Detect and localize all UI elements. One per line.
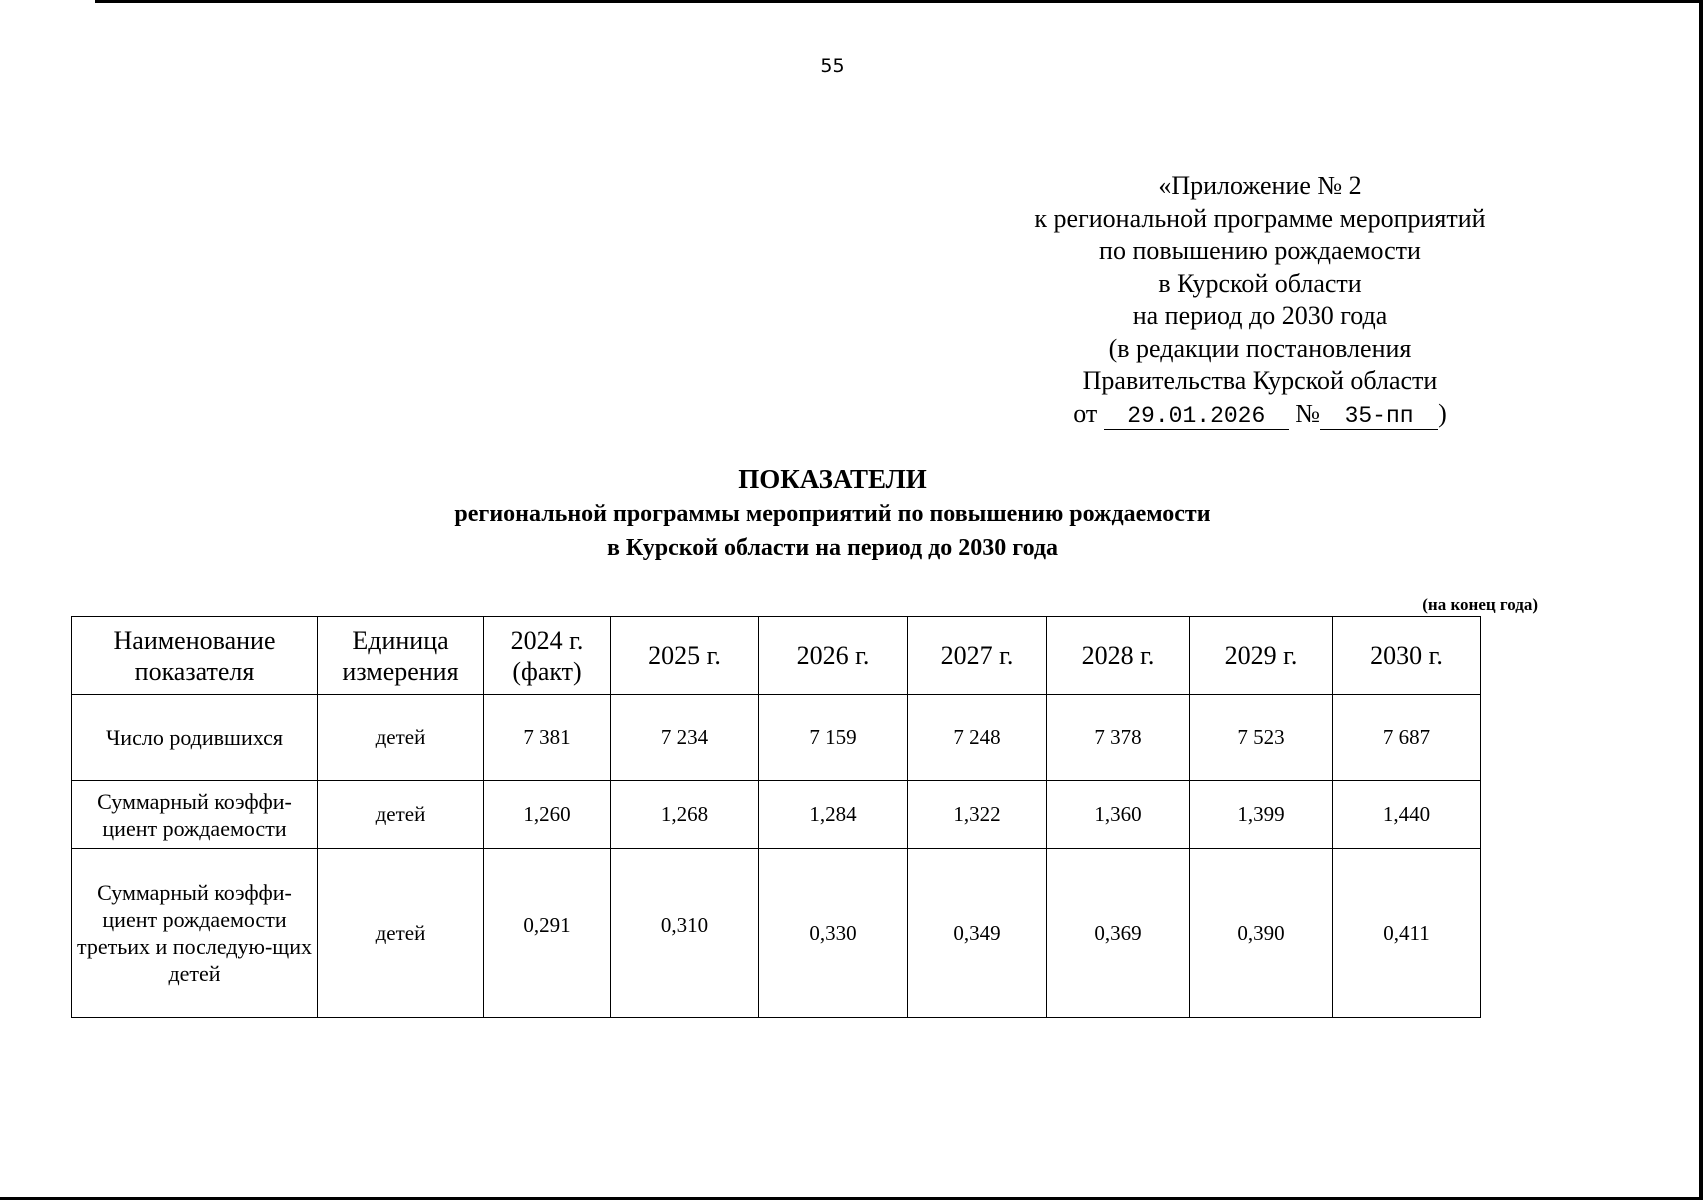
appendix-line: по повышению рождаемости bbox=[1099, 236, 1421, 265]
indicators-table bbox=[71, 616, 1481, 1018]
document-title bbox=[0, 462, 1665, 565]
unit-note: (на конец года) bbox=[1422, 595, 1538, 614]
header-cell-name: Наименование показателя bbox=[72, 617, 318, 695]
value-cell: 7 248 bbox=[908, 695, 1047, 781]
header-cell-2025: 2025 г. bbox=[611, 617, 759, 695]
header-cell-unit: Единица измерения bbox=[318, 617, 484, 695]
title-main: ПОКАЗАТЕЛИ bbox=[738, 464, 927, 494]
appendix-line: Правительства Курской области bbox=[1082, 366, 1438, 395]
appendix-line: «Приложение № 2 bbox=[1158, 171, 1362, 200]
indicator-name: Суммарный коэффи-циент рождаемости bbox=[72, 781, 318, 849]
indicator-unit: детей bbox=[318, 695, 484, 781]
value-cell: 0,330 bbox=[759, 849, 908, 1018]
indicator-name: Суммарный коэффи-циент рождаемости третьих и последую-щих детей bbox=[72, 849, 318, 1018]
value-cell: 1,322 bbox=[908, 781, 1047, 849]
decree-number: 35-пп bbox=[1320, 403, 1438, 430]
value-cell: 7 687 bbox=[1333, 695, 1481, 781]
table-row bbox=[72, 695, 1481, 781]
header-row bbox=[72, 617, 1481, 695]
value-cell: 7 381 bbox=[484, 695, 611, 781]
value-cell: 7 523 bbox=[1190, 695, 1333, 781]
value-cell: 0,349 bbox=[908, 849, 1047, 1018]
closing-paren: ) bbox=[1438, 398, 1447, 428]
header-cell-2030: 2030 г. bbox=[1333, 617, 1481, 695]
value-text: 0,310 bbox=[660, 912, 709, 937]
header-cell-2028: 2028 г. bbox=[1047, 617, 1190, 695]
header-cell-2024: 2024 г. (факт) bbox=[484, 617, 611, 695]
number-sign: № bbox=[1295, 398, 1321, 428]
value-cell: 1,440 bbox=[1333, 781, 1481, 849]
from-label: от bbox=[1073, 398, 1098, 428]
value-cell: 1,284 bbox=[759, 781, 908, 849]
value-cell: 0,369 bbox=[1047, 849, 1190, 1018]
indicator-unit: детей bbox=[318, 781, 484, 849]
header-cell-2026: 2026 г. bbox=[759, 617, 908, 695]
scan-border-top bbox=[95, 0, 1703, 3]
value-cell: 1,360 bbox=[1047, 781, 1190, 849]
appendix-signature-line bbox=[1010, 398, 1510, 431]
decree-date: 29.01.2026 bbox=[1104, 403, 1289, 430]
page-number: 55 bbox=[820, 55, 845, 77]
appendix-line: на период до 2030 года bbox=[1132, 301, 1388, 330]
value-cell bbox=[484, 849, 611, 1018]
value-cell: 7 378 bbox=[1047, 695, 1190, 781]
appendix-line: (в редакции постановления bbox=[1108, 333, 1412, 363]
value-cell: 1,268 bbox=[611, 781, 759, 849]
header-cell-2027: 2027 г. bbox=[908, 617, 1047, 695]
value-cell: 7 159 bbox=[759, 695, 908, 781]
value-cell: 0,411 bbox=[1333, 849, 1481, 1018]
table-row bbox=[72, 781, 1481, 849]
title-subtitle-1: региональной программы мероприятий по повышению рождаемости bbox=[454, 501, 1211, 527]
appendix-line: в Курской области bbox=[1158, 268, 1362, 298]
value-text: 0,291 bbox=[523, 912, 571, 937]
value-cell: 1,260 bbox=[484, 781, 611, 849]
table-row bbox=[72, 849, 1481, 1018]
appendix-header bbox=[1010, 170, 1510, 430]
value-cell bbox=[611, 849, 759, 1018]
title-subtitle-2: в Курской области на период до 2030 года bbox=[606, 535, 1059, 561]
value-cell: 0,390 bbox=[1190, 849, 1333, 1018]
header-cell-2029: 2029 г. bbox=[1190, 617, 1333, 695]
scan-border-right bbox=[1699, 0, 1703, 1200]
indicator-name: Число родившихся bbox=[72, 695, 318, 781]
indicator-unit: детей bbox=[318, 849, 484, 1018]
appendix-line: к региональной программе мероприятий bbox=[1034, 203, 1486, 233]
value-cell: 1,399 bbox=[1190, 781, 1333, 849]
value-cell: 7 234 bbox=[611, 695, 759, 781]
